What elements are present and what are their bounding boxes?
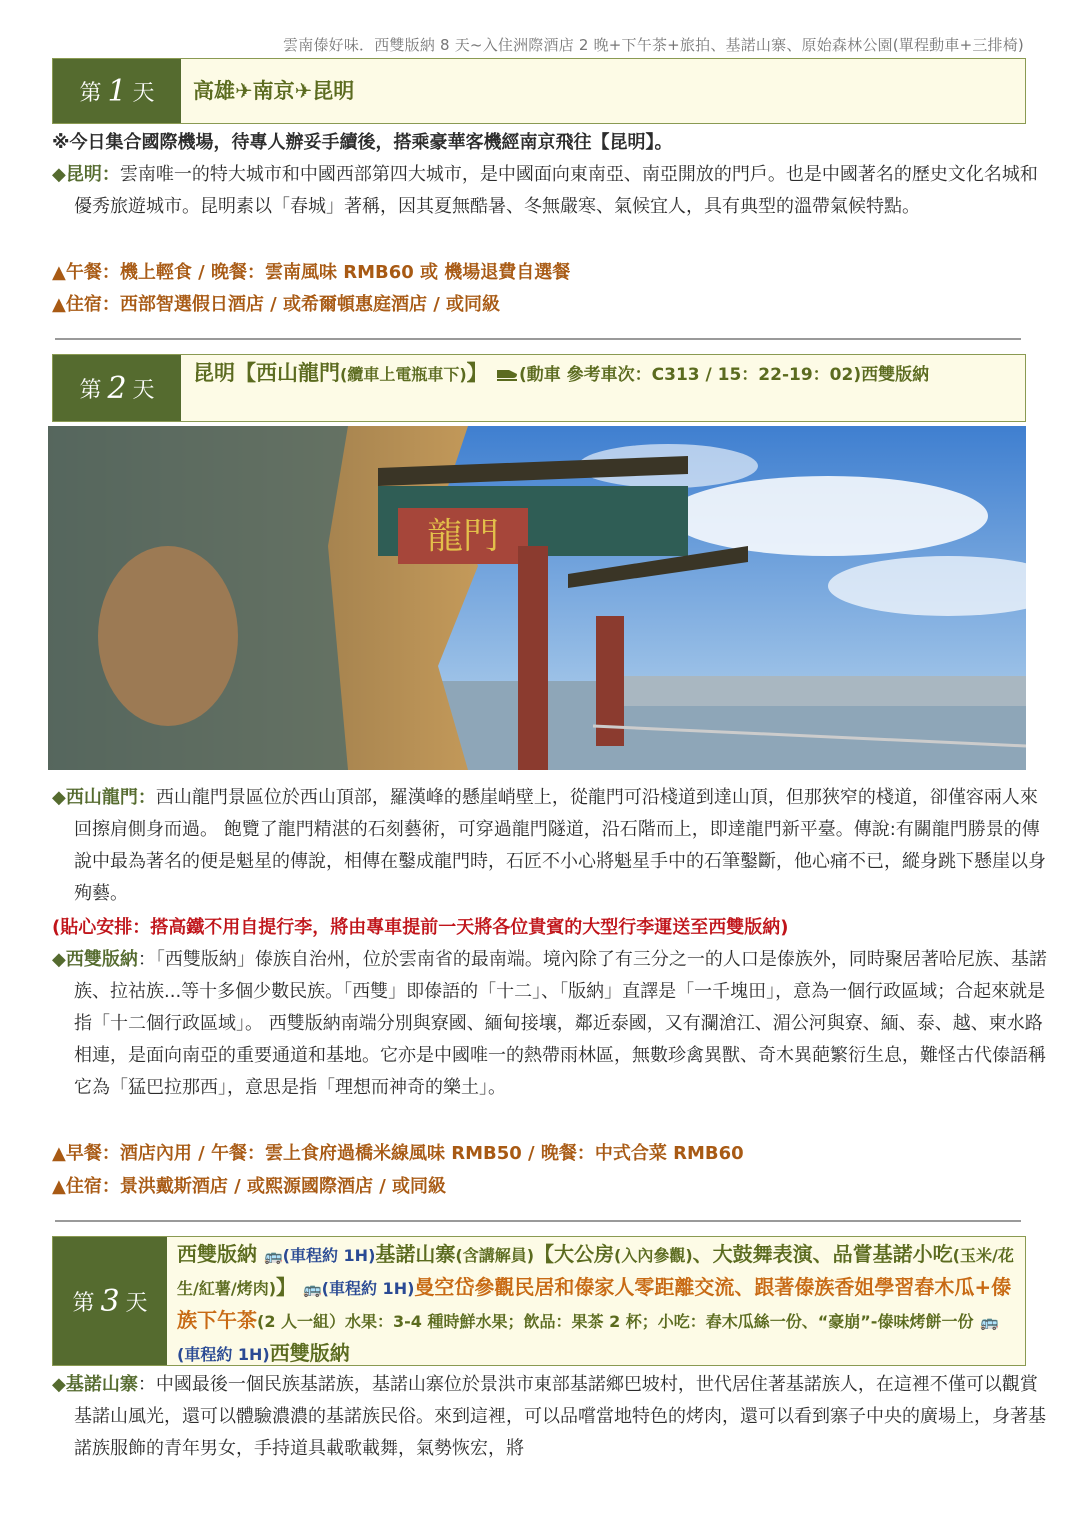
day2-label: 第 2 天 bbox=[53, 355, 181, 421]
gate-sign: 龍門 bbox=[426, 516, 500, 557]
day3-label: 第 3 天 bbox=[53, 1237, 167, 1365]
divider bbox=[55, 338, 1021, 340]
day1-hotel: ▲住宿：西部智選假日酒店 / 或希爾頓惠庭酒店 / 或同級 bbox=[52, 294, 501, 315]
divider bbox=[55, 1220, 1021, 1222]
day2-xishan: ◆西山龍門：西山龍門景區位於西山頂部，羅漢峰的懸崖峭壁上，從龍門可沿棧道到達山頂，但那狹窄的棧道，卻僅容兩人來回擦肩側身而過。 飽覽了龍門精湛的石刻藝術，可穿過龍門隧道，沿石階而上，即達龍門新平臺。傳說:有關龍門勝景的傳說中最為著名的便是魁星的傳說，相傳在鑿成龍門時，石匠不小心將魁星手中的石筆鑿斷，他心痛不已，縱身跳下懸崖以身殉藝。 bbox=[52, 787, 1046, 904]
day2-hotel: ▲住宿：景洪戴斯酒店 / 或熙源國際酒店 / 或同級 bbox=[52, 1176, 447, 1197]
day2-title: 昆明【西山龍門(纜車上電瓶車下)】 (動車 參考車次：C313 / 15：22-19：02)西雙版納 bbox=[193, 361, 930, 385]
day1-bar bbox=[52, 58, 1026, 124]
train-icon bbox=[495, 366, 519, 382]
day3-title: 西雙版納 🚌(車程約 1H)基諾山寨(含講解員)【大公房(入內參觀)、大鼓舞表演、品嘗基諾小吃(玉米/花生/紅薯/烤肉)】 🚌(車程約 1H)曼空岱參觀民居和傣家人零距離交流、跟著傣族香姐學習舂木瓜+傣族下午茶(2 人一組）水果：3-4 種時鮮水果；飲品：果茶 2 杯；小吃：舂木瓜絲一份、“豪崩”-傣味烤餅一份 🚌(車程約 1H)西雙版納 bbox=[177, 1242, 1014, 1365]
dragon-gate-photo bbox=[48, 426, 1026, 770]
day1-kunming: ◆昆明：雲南唯一的特大城市和中國西部第四大城市，是中國面向東南亞、南亞開放的門戶。也是中國著名的歷史文化名城和優秀旅遊城市。昆明素以「春城」著稱，因其夏無酷暑、冬無嚴寒、氣候宜人，具有典型的溫帶氣候特點。 bbox=[52, 164, 1038, 217]
day2-xsbn: ◆西雙版納：「西雙版納」傣族自治州，位於雲南省的最南端。境內除了有三分之一的人口是傣族外，同時聚居著哈尼族、基諾族、拉祜族...等十多個少數民族。「西雙」即傣語的「十二」、「版納」直譯是「一千塊田」，意為一個行政區域；合起來就是指「十二個行政區域」。 西雙版納南端分別與寮國、緬甸接壤，鄰近泰國，又有瀾滄江、湄公河與寮、緬、泰、越、柬水路相連，是面向南亞的重要通道和基地。它亦是中國唯一的熱帶雨林區，無數珍禽異獸、奇木異葩繁衍生息，難怪古代傣語稱它為「猛巴拉那西」，意思是指「理想而神奇的樂土」。 bbox=[52, 949, 1047, 1098]
day1-title: 高雄 ✈ 南京 ✈ 昆明 bbox=[181, 59, 366, 123]
plane-icon: ✈ bbox=[235, 79, 253, 103]
day2-bar bbox=[52, 354, 1026, 422]
dragon-gate-illustration bbox=[48, 426, 1026, 770]
bus-icon: 🚌 bbox=[302, 1280, 322, 1298]
page-header: 雲南傣好味．西雙版納 8 天~入住洲際酒店 2 晚+下午茶+旅拍、基諾山寨、原始森林公園(單程動車+三排椅) bbox=[283, 36, 1024, 54]
day1-label: 第 1 天 bbox=[53, 59, 181, 123]
plane-icon: ✈ bbox=[294, 79, 313, 103]
day3-bar bbox=[52, 1236, 1026, 1366]
bus-icon: 🚌 bbox=[263, 1247, 283, 1265]
day1-meal: ▲午餐：機上輕食 / 晚餐：雲南風味 RMB60 或 機場退費自選餐 bbox=[52, 262, 571, 283]
day3-jinuo: ◆基諾山寨：中國最後一個民族基諾族，基諾山寨位於景洪市東部基諾鄉巴坡村，世代居住著基諾族人，在這裡不僅可以觀賞基諾山風光，還可以體驗濃濃的基諾族民俗。來到這裡，可以品嚐當地特色的烤肉，還可以看到寨子中央的廣場上，身著基諾族服飾的青年男女，手持道具載歌載舞，氣勢恢宏，將 bbox=[52, 1374, 1046, 1459]
bus-icon: 🚌 bbox=[980, 1313, 1000, 1331]
day2-note: (貼心安排：搭高鐵不用自提行李，將由專車提前一天將各位貴賓的大型行李運送至西雙版納) bbox=[52, 917, 789, 938]
day2-meal: ▲早餐：酒店內用 / 午餐：雲上食府過橋米線風味 RMB50 / 晚餐：中式合菜 RMB60 bbox=[52, 1143, 744, 1164]
day1-gather: ※今日集合國際機場，待專人辦妥手續後，搭乘豪華客機經南京飛往【昆明】。 bbox=[52, 132, 673, 153]
